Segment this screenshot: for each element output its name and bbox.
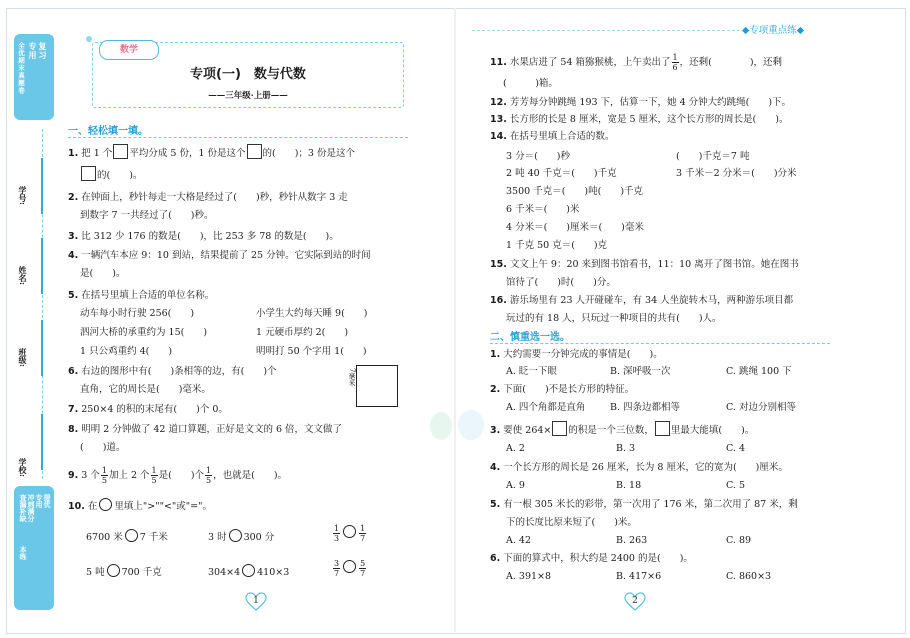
- question-number: 7.: [68, 404, 79, 415]
- question-text: 的积是一个三位数，: [568, 425, 654, 436]
- question-text: 下的长度比原来短了( )米。: [506, 517, 637, 528]
- question-5-item: 动车每小时行驶 256( ): [80, 308, 195, 319]
- section-divider: [68, 137, 408, 138]
- question-text: ，也就是( )。: [213, 470, 288, 481]
- strip-bottom-line: 冲刺满分: [27, 494, 36, 522]
- question-text: 一辆汽车本应 9：10 到站，结果提前了 25 分钟。它实际到站的时间: [81, 250, 371, 261]
- page-number: 2: [632, 596, 638, 606]
- question-7: [68, 403, 228, 416]
- blank-box[interactable]: [247, 144, 262, 159]
- question-number: 5.: [68, 290, 79, 301]
- question-4: [68, 249, 371, 262]
- question-number: 6.: [68, 366, 79, 377]
- question-text: 游乐场里有 23 人开碰碰车，有 34 人坐旋转木马，两种游乐项目都: [509, 295, 794, 306]
- compare-circle[interactable]: [99, 498, 112, 511]
- compare-item: 3 时 300 分: [208, 529, 274, 544]
- question-text: 右边的图形中有( )条相等的边，有( )个: [81, 366, 277, 377]
- question-text: 在钟面上，秒针每走一大格是经过了( )秒，秒针从数字 3 走: [81, 192, 348, 203]
- question-text: 的( )；3 份是这个: [262, 148, 355, 159]
- question-number: 8.: [68, 424, 79, 435]
- compare-circle[interactable]: [343, 560, 356, 573]
- question-4-cont: 是( )。: [80, 268, 126, 279]
- question-5-item: 1 元硬币厚约 2( ): [256, 327, 349, 338]
- choice-question-5: [490, 498, 798, 511]
- question-14-item: 3 分＝( )秒: [506, 151, 570, 162]
- choice-question-2: [490, 383, 634, 396]
- choice-question-1: [490, 348, 663, 361]
- option-c[interactable]: C. 860×3: [726, 571, 772, 582]
- question-text: 水果店进了 54 箱猕猴桃，上午卖出了: [509, 57, 671, 68]
- question-number: 12.: [490, 97, 507, 108]
- option-a[interactable]: A. 四个角都是直角: [506, 402, 586, 413]
- question-text: 里填上">""<"或"="。: [114, 501, 212, 512]
- question-3: [68, 230, 339, 243]
- question-5: [68, 289, 214, 302]
- subject-badge: 数学: [99, 40, 159, 60]
- option-b[interactable]: B. 深呼吸一次: [610, 366, 671, 377]
- question-number: 15.: [490, 259, 507, 270]
- student-id-label: 学号:: [18, 186, 28, 205]
- question-number: 4.: [68, 250, 79, 261]
- fraction: $\frac{1}{3}$: [334, 524, 340, 543]
- question-2: [68, 191, 348, 204]
- option-b[interactable]: B. 四条边都相等: [610, 402, 681, 413]
- class-label: 班级:: [18, 348, 28, 367]
- option-a[interactable]: A. 391×8: [506, 571, 552, 582]
- question-text: 250×4 的积的末尾有( )个 0。: [81, 404, 228, 415]
- name-label: 姓名:: [18, 266, 28, 285]
- question-9: [68, 466, 287, 485]
- school-field: [41, 414, 43, 470]
- question-text: 有一根 305 米长的彩带，第一次用了 176 米，第二次用了 87 米，剩: [503, 499, 798, 510]
- option-a[interactable]: A. 眨一下眼: [506, 366, 557, 377]
- question-14-item: 3500 千克＝( )吨( )千克: [506, 186, 644, 197]
- square-figure: [348, 365, 398, 407]
- section-title: 一、轻松填一填。: [68, 126, 148, 137]
- question-number: 11.: [490, 57, 507, 68]
- header-box: [92, 42, 404, 108]
- option-c[interactable]: C. 跳绳 100 下: [726, 366, 792, 377]
- strip-bottom-line: 查漏补缺: [19, 494, 28, 522]
- question-number: 2.: [490, 384, 501, 395]
- question-16-cont: 玩过的有 18 人，只玩过一种项目的共有( )人。: [506, 313, 722, 324]
- watermark-decoration: [458, 410, 484, 440]
- question-text: 大约需要一分钟完成的事情是( )。: [503, 349, 663, 360]
- question-14-item: 1 千克 50 克＝( )克: [506, 240, 608, 251]
- question-14-item: 4 分米＝( )厘米＝( )毫米: [506, 222, 644, 233]
- strip-bottom-badge: [14, 486, 54, 610]
- strip-bottom-line: 提优: [43, 494, 52, 508]
- question-15: [490, 258, 799, 271]
- compare-item: [332, 524, 367, 543]
- question-text: 在括号里填上合适的单位名称。: [81, 290, 215, 301]
- compare-circle[interactable]: [343, 525, 356, 538]
- class-field: [41, 320, 43, 376]
- strip-top-badge: [14, 34, 54, 120]
- question-14-item: 6 千米＝( )米: [506, 204, 580, 215]
- question-text: 下面的算式中，积大约是 2400 的是( )。: [503, 553, 693, 564]
- question-text: ，还剩( )，还剩: [679, 57, 783, 68]
- compare-item: [332, 559, 367, 578]
- compare-circle[interactable]: [242, 564, 255, 577]
- question-5-item: 泗河大桥的承重约为 15( ): [80, 327, 208, 338]
- header-rule: [472, 30, 740, 31]
- strip-bottom-line: 专用: [35, 494, 44, 508]
- strip-bottom-line: 本练: [19, 546, 28, 560]
- page-title: 专项(一) 数与代数: [190, 67, 306, 82]
- header-decoration: [86, 36, 92, 42]
- question-11: [490, 53, 782, 72]
- page-number: 1: [253, 596, 259, 606]
- strip-top-line: 复习: [38, 42, 48, 60]
- question-text: 比 312 少 176 的数是( )，比 253 多 78 的数是( )。: [81, 231, 339, 242]
- question-text: 平均分成 5 份，1 份是这个: [129, 148, 246, 159]
- question-number: 14.: [490, 131, 507, 142]
- question-8: [68, 423, 342, 436]
- question-10: [68, 498, 212, 513]
- blank-box[interactable]: [552, 421, 567, 436]
- option-b[interactable]: B. 417×6: [616, 571, 662, 582]
- question-text: 在: [87, 501, 98, 512]
- compare-circle[interactable]: [107, 564, 120, 577]
- question-text: 的( )。: [97, 170, 143, 181]
- question-number: 16.: [490, 295, 507, 306]
- question-12: [490, 96, 791, 109]
- question-14-item: 2 吨 40 千克＝( )千克: [506, 168, 617, 179]
- question-text: 加上 2 个: [108, 470, 150, 481]
- question-8-cont: ( )道。: [80, 442, 126, 453]
- watermark-decoration: [430, 412, 452, 440]
- question-5-item: 明明打 50 个字用 1( ): [256, 346, 367, 357]
- question-text: 要使 264×: [503, 425, 552, 436]
- question-number: 4.: [490, 462, 501, 473]
- compare-item: 6700 米 7 千米: [86, 529, 168, 544]
- question-number: 5.: [490, 499, 501, 510]
- question-number: 6.: [490, 553, 501, 564]
- compare-item: 5 吨 700 千克: [86, 564, 162, 579]
- student-id-field: [41, 158, 43, 214]
- question-1-cont: [80, 166, 142, 182]
- name-field: [41, 238, 43, 294]
- question-6-cont: 直角，它的周长是( )毫米。: [80, 384, 211, 395]
- section-tag: ◆专项重点练◆: [742, 25, 805, 36]
- fraction: $\frac{1}{5}$: [206, 466, 212, 485]
- figure-label: 7毫米: [348, 368, 356, 387]
- blank-box[interactable]: [113, 144, 128, 159]
- choice-question-4: [490, 461, 788, 474]
- question-text: 里最大能填( )。: [670, 425, 755, 436]
- question-text: 一个长方形的周长是 26 厘米，长为 8 厘米，它的宽为( )厘米。: [503, 462, 788, 473]
- fraction: $\frac{1}{5}$: [151, 466, 157, 485]
- question-text: 在括号里填上合适的数。: [509, 131, 615, 142]
- question-number: 13.: [490, 114, 507, 125]
- option-a[interactable]: A. 9: [506, 480, 525, 491]
- fraction: $\frac{5}{7}$: [360, 559, 366, 578]
- question-14-item: ( )千克＝7 吨: [676, 151, 750, 162]
- question-14-item: 3 千米－2 分米＝( )分米: [676, 168, 797, 179]
- option-b[interactable]: B. 18: [616, 480, 642, 491]
- question-number: 3.: [68, 231, 79, 242]
- question-1: [68, 144, 355, 160]
- choice-question-3: [490, 421, 754, 437]
- question-text: 文文上午 9：20 来到图书馆看书，11：10 离开了图书馆。她在图书: [509, 259, 799, 270]
- question-2-cont: 到数字 7 一共经过了( )秒。: [80, 210, 214, 221]
- question-6: [68, 365, 277, 378]
- strip-top-line: 全优期末真题卷: [17, 42, 25, 95]
- option-a[interactable]: A. 2: [506, 443, 525, 454]
- page-subtitle: ——三年级·上册——: [208, 91, 288, 101]
- question-16: [490, 294, 793, 307]
- question-text: 明明 2 分钟做了 42 道口算题，正好是文文的 6 倍，文文做了: [81, 424, 343, 435]
- question-5-item: 1 只公鸡重约 4( ): [80, 346, 173, 357]
- option-b[interactable]: B. 3: [616, 443, 636, 454]
- question-14: [490, 130, 614, 143]
- fraction: $\frac{1}{7}$: [360, 524, 366, 543]
- option-c[interactable]: C. 89: [726, 535, 752, 546]
- section-divider: [490, 343, 830, 344]
- option-a[interactable]: A. 42: [506, 535, 531, 546]
- binding-strip: [14, 34, 54, 624]
- question-text: 把 1 个: [81, 148, 113, 159]
- question-text: 3 个: [81, 470, 100, 481]
- question-15-cont: 馆待了( )时( )分。: [506, 277, 616, 288]
- question-number: 9.: [68, 470, 79, 481]
- blank-box[interactable]: [655, 421, 670, 436]
- option-c[interactable]: C. 5: [726, 480, 746, 491]
- fraction: $\frac{1}{5}$: [101, 466, 107, 485]
- section-title: 二、慎重选一选。: [490, 332, 570, 343]
- fraction: $\frac{3}{7}$: [334, 559, 340, 578]
- question-text: 芳芳每分钟跳绳 193 下，估算一下，她 4 分钟大约跳绳( )下。: [509, 97, 792, 108]
- page-gutter: [454, 8, 456, 632]
- question-11-cont: ( )箱。: [503, 78, 558, 89]
- question-number: 1.: [68, 148, 79, 159]
- option-c[interactable]: C. 4: [726, 443, 746, 454]
- question-text: 下面( )不是长方形的特征。: [503, 384, 635, 395]
- choice-question-6: [490, 552, 693, 565]
- question-text: 是( )个: [158, 470, 205, 481]
- compare-item: 304×4 410×3: [208, 564, 289, 579]
- school-label: 学校:: [18, 458, 28, 477]
- option-c[interactable]: C. 对边分别相等: [726, 402, 796, 413]
- question-text: 长方形的长是 8 厘米，宽是 5 厘米，这个长方形的周长是( )。: [509, 114, 789, 125]
- question-13: [490, 113, 788, 126]
- option-b[interactable]: B. 263: [616, 535, 648, 546]
- compare-circle[interactable]: [125, 529, 138, 542]
- fraction: $\frac{1}{6}$: [672, 53, 678, 72]
- compare-circle[interactable]: [229, 529, 242, 542]
- blank-box[interactable]: [81, 166, 96, 181]
- question-number: 3.: [490, 425, 501, 436]
- strip-top-line: 专用: [28, 42, 38, 60]
- question-number: 2.: [68, 192, 79, 203]
- question-number: 10.: [68, 501, 85, 512]
- question-number: 1.: [490, 349, 501, 360]
- question-5-item: 小学生大约每天睡 9( ): [256, 308, 368, 319]
